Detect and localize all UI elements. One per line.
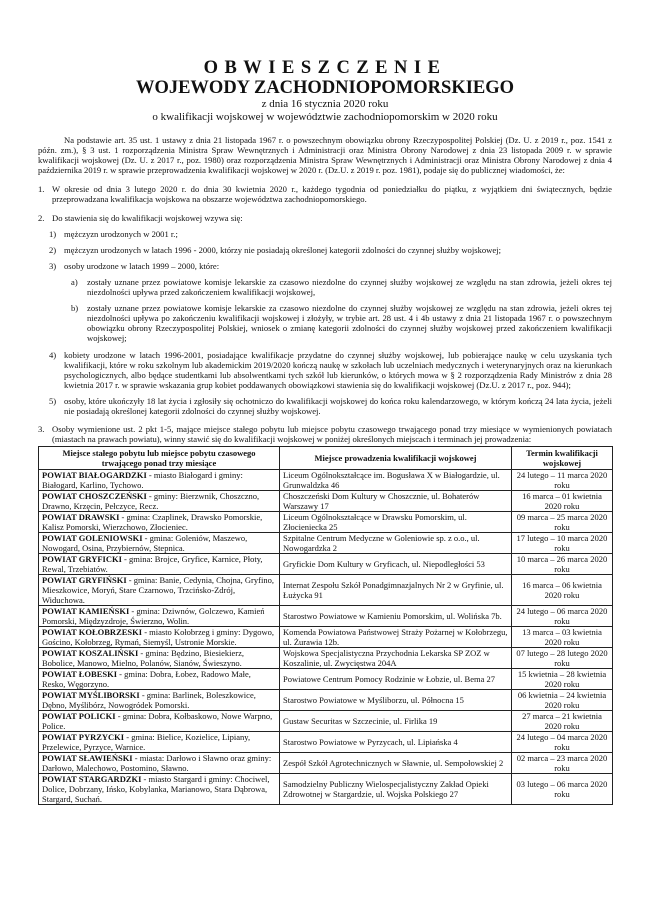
table-row <box>39 774 613 805</box>
place-cell: Liceum Ogólnokształcące w Drawsku Pomorskim, ul. Złocieniecka 25 <box>280 512 512 533</box>
place-cell: Gustaw Securitas w Szczecinie, ul. Firlika 19 <box>280 711 512 732</box>
residence-cell <box>39 774 280 805</box>
county-areas: - gmina: Barlinek, Boleszkowice, Dębno, Myślibórz, Nowogródek Pomorski. <box>42 690 256 711</box>
term-cell: 16 marca – 01 kwietnia 2020 roku <box>512 491 613 512</box>
county-name: POWIAT STARGARDZKI <box>42 774 142 785</box>
residence-cell <box>39 512 280 533</box>
county-areas: - miasta: Darłowo i Sławno oraz gminy: Darłowo, Malechowo, Postomino, Sławno. <box>42 753 272 774</box>
term-cell: 02 marca – 23 marca 2020 roku <box>512 753 613 774</box>
county-name: POWIAT SŁAWIEŃSKI <box>42 753 133 764</box>
county-name: POWIAT DRAWSKI <box>42 512 120 523</box>
table-row <box>39 491 613 512</box>
item-number: 3) <box>49 260 57 271</box>
list-item <box>38 396 612 416</box>
subitem-letter: b) <box>71 303 79 314</box>
item-text: osoby urodzone w latach 1999 – 2000, które: <box>64 260 220 271</box>
section-number: 2. <box>38 212 45 223</box>
place-cell: Szpitalne Centrum Medyczne w Goleniowie sp. z o.o., ul. Nowogardzka 2 <box>280 533 512 554</box>
table-row <box>39 512 613 533</box>
table-row <box>39 648 613 669</box>
residence-cell <box>39 491 280 512</box>
term-cell: 24 lutego – 06 marca 2020 roku <box>512 606 613 627</box>
county-areas: - gmina: Dobra, Kołbaskowo, Nowe Warpno, Police. <box>42 711 273 732</box>
section-3 <box>38 424 612 444</box>
county-name: POWIAT MYŚLIBORSKI <box>42 690 140 701</box>
term-cell: 17 lutego – 10 marca 2020 roku <box>512 533 613 554</box>
item-number: 5) <box>49 395 57 406</box>
list-item <box>38 350 612 390</box>
table-row <box>39 533 613 554</box>
county-areas: - gmina: Banie, Cedynia, Chojna, Gryfino, Mieszkowice, Moryń, Stare Czarnowo, Trzcińsko-Zdrój, Widuchowa. <box>42 575 274 606</box>
county-name: POWIAT POLICKI <box>42 711 116 722</box>
term-cell: 15 kwietnia – 28 kwietnia 2020 roku <box>512 669 613 690</box>
place-cell: Internat Zespołu Szkół Ponadgimnazjalnych Nr 2 w Gryfinie, ul. Łużycka 91 <box>280 575 512 606</box>
subitem-text: zostały uznane przez powiatowe komisje lekarskie za czasowo niezdolne do czynnej służby wojskowej ze względu na stan zdrowia, jeżeli okres tej niezdolności upływa po zakończeniu kwalifikacji wojskowej i złożyły, w trybie art. 28 ust. 4 i 4b ustawy z dnia 21 listopada 1967 r. o powszechnym obowiązku obrony Rzeczypospolitej Polskiej, wniosek o zmianę kategorii zdolności do czynnej służby wojskowej przed zakończeniem kwalifikacji wojskowej; <box>87 303 612 344</box>
item-number: 2) <box>49 244 57 255</box>
column-header-place: Miejsce prowadzenia kwalifikacji wojskowej <box>280 447 512 470</box>
term-cell: 16 marca – 06 kwietnia 2020 roku <box>512 575 613 606</box>
section-text: Do stawienia się do kwalifikacji wojskowej wzywa się: <box>52 212 243 223</box>
document-subtitle: WOJEWODY ZACHODNIOPOMORSKIEGO <box>135 78 515 98</box>
section-number: 3. <box>38 424 45 435</box>
county-name: POWIAT BIAŁOGARDZKI <box>42 470 147 481</box>
table-row <box>39 470 613 491</box>
place-cell: Wojskowa Specjalistyczna Przychodnia Lekarska SP ZOZ w Koszalinie, ul. Zwycięstwa 204A <box>280 648 512 669</box>
county-areas: - gminy: Bierzwnik, Choszczno, Drawno, Krzęcin, Pełczyce, Recz. <box>42 491 260 512</box>
county-areas: - miasto Kołobrzeg i gminy: Dygowo, Gościno, Kołobrzeg, Rymań, Siemyśl, Ustronie Morskie. <box>42 627 275 648</box>
table-row <box>39 711 613 732</box>
section-2 <box>38 213 612 223</box>
county-areas: - miasto Stargard i gminy: Chociwel, Dolice, Dobrzany, Ińsko, Kobylanka, Marianowo, Stara Dąbrowa, Stargard, Suchań. <box>42 774 270 805</box>
place-cell: Gryfickie Dom Kultury w Gryficach, ul. Niepodległości 53 <box>280 554 512 575</box>
place-cell: Komenda Powiatowa Państwowej Straży Pożarnej w Kołobrzegu, ul. Żurawia 12b. <box>280 627 512 648</box>
item-text: osoby, które ukończyły 18 lat życia i zgłosiły się ochotniczo do kwalifikacji wojskowej do końca roku kalendarzowego, w którym kończą 24 lata życia, jeżeli nie posiadają określonej kategorii zdolności do czynnej służby wojskowej. <box>64 395 612 416</box>
county-name: POWIAT KAMIEŃSKI <box>42 606 130 617</box>
column-header-residence: Miejsce stałego pobytu lub miejsce pobytu czasowego trwającego ponad trzy miesiące <box>39 447 280 470</box>
section-1 <box>38 184 612 204</box>
table-row <box>39 753 613 774</box>
place-cell: Liceum Ogólnokształcące im. Bogusława X w Białogardzie, ul. Grunwaldzka 46 <box>280 470 512 491</box>
table-row <box>39 669 613 690</box>
place-cell: Powiatowe Centrum Pomocy Rodzinie w Łobzie, ul. Bema 27 <box>280 669 512 690</box>
county-name: POWIAT GRYFIŃSKI <box>42 575 127 586</box>
residence-cell <box>39 669 280 690</box>
table-header-row <box>39 447 613 470</box>
county-areas: - gmina: Dziwnów, Golczewo, Kamień Pomorski, Międzyzdroje, Świerzno, Wolin. <box>42 606 265 627</box>
table-row <box>39 690 613 711</box>
residence-cell <box>39 732 280 753</box>
residence-cell <box>39 470 280 491</box>
place-cell: Starostwo Powiatowe w Pyrzycach, ul. Lipiańska 4 <box>280 732 512 753</box>
subitem-letter: a) <box>71 276 78 287</box>
residence-cell <box>39 554 280 575</box>
table-row <box>39 606 613 627</box>
term-cell: 10 marca – 26 marca 2020 roku <box>512 554 613 575</box>
residence-cell <box>39 690 280 711</box>
legal-basis-paragraph: Na podstawie art. 35 ust. 1 ustawy z dnia 21 listopada 1967 r. o powszechnym obowiązku obrony Rzeczypospolitej Polskiej (Dz. U. z 2019 r., poz. 1541 z późn. zm.), § 3 ust. 1 rozporządzenia Ministra Spraw Wewnętrznych i Administracji oraz Ministra Obrony Narodowej z dnia 23 listopada 2009 r. w sprawie kwalifikacji wojskowej (Dz. U. z 2017 r., poz. 1980) oraz rozporządzenia Ministra Spraw Wewnętrznych i Administracji oraz Ministra Obrony Narodowej z dnia 4 października 2019 r. w sprawie przeprowadzenia kwalifikacji wojskowej w 2020 r. (Dz.U. z 2019 r. poz. 1981), podaje się do publicznej wiadomości, że: <box>38 135 612 176</box>
county-name: POWIAT KOSZALIŃSKI <box>42 648 139 659</box>
county-name: POWIAT ŁOBESKI <box>42 669 118 680</box>
place-cell: Zespół Szkół Agrotechnicznych w Sławnie, ul. Sempołowskiej 2 <box>280 753 512 774</box>
term-cell: 09 marca – 25 marca 2020 roku <box>512 512 613 533</box>
list-subitem <box>38 277 612 297</box>
item-number: 4) <box>49 349 57 360</box>
residence-cell <box>39 753 280 774</box>
list-subitem <box>38 303 612 343</box>
table-body <box>39 470 613 805</box>
column-header-term: Termin kwalifikacji wojskowej <box>512 447 613 470</box>
term-cell: 13 marca – 03 kwietnia 2020 roku <box>512 627 613 648</box>
list-item <box>38 229 612 239</box>
table-row <box>39 627 613 648</box>
item-text: mężczyzn urodzonych w latach 1996 - 2000, którzy nie posiadają określonej kategorii zdolności do czynnej służby wojskowej; <box>64 244 501 255</box>
item-text: mężczyzn urodzonych w 2001 r.; <box>64 228 178 239</box>
place-cell: Starostwo Powiatowe w Myśliborzu, ul. Północna 15 <box>280 690 512 711</box>
residence-cell <box>39 606 280 627</box>
county-name: POWIAT GRYFICKI <box>42 554 122 565</box>
place-cell: Choszczeński Dom Kultury w Choszcznie, ul. Bohaterów Warszawy 17 <box>280 491 512 512</box>
table-row <box>39 554 613 575</box>
subitem-text: zostały uznane przez powiatowe komisje lekarskie za czasowo niezdolne do czynnej służby wojskowej ze względu na stan zdrowia, jeżeli okres tej niezdolności upływa przed zakończeniem kwalifikacji wojskowej, <box>87 276 612 298</box>
place-cell: Starostwo Powiatowe w Kamieniu Pomorskim, ul. Wolińska 7b. <box>280 606 512 627</box>
list-item <box>38 245 612 255</box>
qualification-schedule-table <box>38 446 613 805</box>
term-cell: 27 marca – 21 kwietnia 2020 roku <box>512 711 613 732</box>
term-cell: 06 kwietnia – 24 kwietnia 2020 roku <box>512 690 613 711</box>
residence-cell <box>39 648 280 669</box>
place-cell: Samodzielny Publiczny Wielospecjalistyczny Zakład Opieki Zdrowotnej w Stargardzie, ul. Wojska Polskiego 27 <box>280 774 512 805</box>
section-text: Osoby wymienione ust. 2 pkt 1-5, mające miejsce stałego pobytu lub miejsce pobytu czasowego trwającego ponad trzy miesiące w wymienionych powiatach (miastach na prawach powiatu), winny stawić się do kwalifikacji wojskowej w poniżej określonych miejscach i terminach jej prowadzenia: <box>52 424 612 445</box>
county-name: POWIAT PYRZYCKI <box>42 732 125 743</box>
county-areas: - gmina: Brojce, Gryfice, Karnice, Płoty, Rewal, Trzebiatów. <box>42 554 263 575</box>
term-cell: 07 lutego – 28 lutego 2020 roku <box>512 648 613 669</box>
county-areas: - gmina: Dobra, Łobez, Radowo Małe, Resko, Węgorzyno. <box>42 669 251 690</box>
section-text: W okresie od dnia 3 lutego 2020 r. do dnia 30 kwietnia 2020 r., każdego tygodnia od poniedziałku do piątku, z wyjątkiem dni świątecznych, będzie przeprowadzana kwalifikacja wojskowa na obszarze województwa zachodniopomorskiego. <box>52 184 612 205</box>
item-text: kobiety urodzone w latach 1996-2001, posiadające kwalifikacje przydatne do czynnej służby wojskowej, lub pobierające naukę w celu uzyskania tych kwalifikacji, które w roku szkolnym lub akademickim 2019/2020 kończą naukę w szkołach lub uczelniach medycznych i weterynaryjnych oraz na kierunkach psychologicznych, albo będące studentkami lub absolwentkami tych szkół lub kierunków, o których mowa w § 2 rozporządzenia Rady Ministrów z dnia 28 kwietnia 2017 r. w sprawie wskazania grup kobiet poddawanych obowiązkowi stawienia się do kwalifikacji wojskowej (Dz.U. z 2017 r., poz. 944); <box>64 349 612 390</box>
term-cell: 03 lutego – 06 marca 2020 roku <box>512 774 613 805</box>
residence-cell <box>39 533 280 554</box>
document-date: z dnia 16 stycznia 2020 roku <box>261 98 389 110</box>
county-areas: - gmina: Czaplinek, Drawsko Pomorskie, Kalisz Pomorski, Wierzchowo, Złocieniec. <box>42 512 263 533</box>
county-name: POWIAT KOŁOBRZESKI <box>42 627 143 638</box>
residence-cell <box>39 711 280 732</box>
county-areas: - gmina: Goleniów, Maszewo, Nowogard, Osina, Przybiernów, Stepnica. <box>42 533 248 554</box>
table-row <box>39 575 613 606</box>
list-item <box>38 261 612 271</box>
county-name: POWIAT CHOSZCZEŃSKI <box>42 491 147 502</box>
county-areas: - gmina: Będzino, Biesiekierz, Bobolice, Manowo, Mielno, Polanów, Sianów, Świeszyno. <box>42 648 245 669</box>
county-name: POWIAT GOLENIOWSKI <box>42 533 143 544</box>
county-areas: - miasto Białogard i gminy: Białogard, Karlino, Tychowo. <box>42 470 243 491</box>
term-cell: 24 lutego – 04 marca 2020 roku <box>512 732 613 753</box>
table-row <box>39 732 613 753</box>
county-areas: - gmina: Bielice, Kozielice, Lipiany, Przelewice, Pyrzyce, Warnice. <box>42 732 251 753</box>
document-title: OBWIESZCZENIE <box>203 58 447 78</box>
item-number: 1) <box>49 228 57 239</box>
residence-cell <box>39 575 280 606</box>
term-cell: 24 lutego – 11 marca 2020 roku <box>512 470 613 491</box>
document-subject: o kwalifikacji wojskowej w województwie zachodniopomorskim w 2020 roku <box>152 111 498 123</box>
residence-cell <box>39 627 280 648</box>
section-number: 1. <box>38 184 45 195</box>
